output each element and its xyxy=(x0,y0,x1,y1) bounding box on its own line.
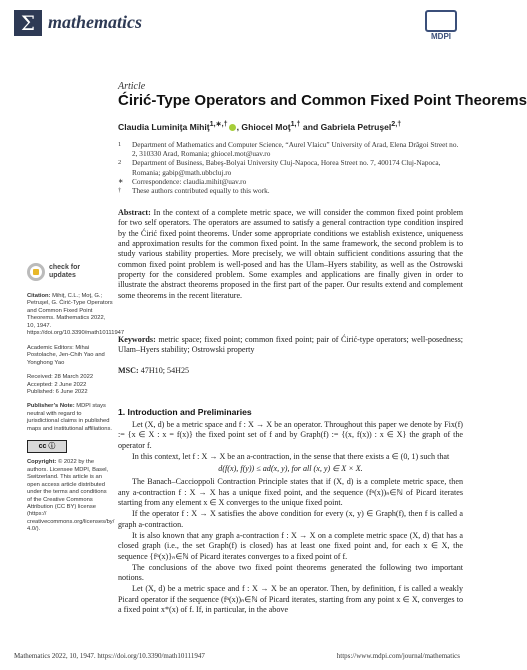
author-list xyxy=(118,119,401,132)
affiliation-mark: 1 xyxy=(118,141,122,148)
mdpi-logo xyxy=(422,10,460,42)
mdpi-logo-frame xyxy=(425,10,457,32)
publisher-note-label: Publisher’s Note: xyxy=(27,403,75,410)
sidebar xyxy=(27,262,125,541)
affiliation-item xyxy=(118,158,463,176)
body-text xyxy=(118,420,463,616)
author-name[interactable]: Gabriela Petruşel xyxy=(320,121,392,132)
publisher-note xyxy=(27,403,113,433)
mdpi-logo-text: MDPI xyxy=(431,32,451,41)
paragraph: If the operator f : X → X satisfies the above condition for every (x, y) ∈ Graph(f), then f is called a graph a-contraction. xyxy=(118,509,463,529)
affiliation-item xyxy=(118,186,463,195)
published-date: Published: 6 June 2022 xyxy=(27,388,88,395)
formula: d(f(x), f(y)) ≤ ad(x, y), for all (x, y) ∈ X × X. xyxy=(218,464,363,474)
affiliation-mark: † xyxy=(118,187,122,195)
footer-journal-link[interactable]: https://www.mdpi.com/journal/mathematics xyxy=(336,652,460,660)
section-heading: 1. Introduction and Preliminaries xyxy=(118,407,252,417)
journal-name: mathematics xyxy=(48,12,142,32)
author-name[interactable]: Claudia Luminiţa Mihiţ xyxy=(118,121,210,132)
abstract-label: Abstract: xyxy=(118,208,151,217)
paragraph: The conclusions of the above two fixed point theorems generated the following two important notions. xyxy=(118,562,463,583)
editors-block: Academic Editors: Mihai Postolache, Jen-Chih Yao and Yonghong Yao xyxy=(27,344,105,366)
received-date: Received: 28 March 2022 xyxy=(27,374,94,381)
author-sup: 1,† xyxy=(290,120,301,128)
paragraph: Let (X, d) be a metric space and f : X → X be an operator. Then, by definition, f is called a weakly Picard operator if the sequence (fⁿ(x))ₙ∈ℕ of Picard iterates, starting from any point x ∈ X, converges to a fixed point x*(x) of f. If, in particular, in the above xyxy=(118,584,463,615)
check-for-updates-button[interactable] xyxy=(27,262,113,284)
affiliation-item xyxy=(118,177,463,186)
affiliation-text: Department of Mathematics and Computer Science, “Aurel Vlaicu” University of Arad, Elena Drăgoi Street no. 2, 310330 Arad, Romania; ghiocel.mot@uav.ro xyxy=(132,140,459,159)
affiliation-text: Department of Business, Babeş-Bolyai University Cluj-Napoca, Horea Street no. 7, 400174 Cluj-Napoca, Romania; gabip@math.ubbcluj.ro xyxy=(132,158,441,177)
copyright-block xyxy=(27,459,113,534)
keywords-label: Keywords: xyxy=(118,335,156,344)
author-separator: , xyxy=(236,121,242,132)
paragraph: It is also known that any graph a-contraction f : X → X on a complete metric space (X, d) that has a closed graph (i.e., the set Graph(f) is closed) has at least one fixed point and, for each x ∈ X, the sequence {fⁿ(x)}ₙ∈ℕ of Picard iterates converges to a fixed point of f. xyxy=(118,530,463,561)
citation-label: Citation: xyxy=(27,293,51,299)
paragraph: The Banach–Caccioppoli Contraction Principle states that if (X, d) is a complete metric space, then any a-contraction f : X → X has a unique fixed point, and the sequence (fⁿ(x))ₙ∈ℕ of Picard iterates starting from any element x ∈ X converges to the unique fixed point. xyxy=(118,477,463,508)
msc xyxy=(118,366,189,375)
publisher-note-text: MDPI stays neutral with regard to jurisdictional claims in published maps and institutional affiliations. xyxy=(27,403,112,432)
article-type: Article xyxy=(118,81,146,92)
check-updates-line2: updates xyxy=(49,272,76,279)
accepted-date: Accepted: 2 June 2022 xyxy=(27,381,87,388)
article-title: Ćirić-Type Operators and Common Fixed Point Theorems xyxy=(118,92,527,109)
check-updates-label xyxy=(49,264,80,280)
paragraph: Let (X, d) be a metric space and f : X → X be an operator. Throughout this paper we denote by Fix(f) := {x ∈ X : x = f(x)} the fixed point set of f and by Graph(f) := {(x, f(x)) : x ∈ X} the graph of the operator f. xyxy=(118,420,463,450)
msc-label: MSC: xyxy=(118,366,139,375)
cc-license-badge[interactable]: cc ⓘ xyxy=(27,440,67,453)
citation-block xyxy=(27,293,125,338)
keywords xyxy=(118,335,463,356)
correspondence-text[interactable]: Correspondence: claudia.mihit@uav.ro xyxy=(132,176,247,186)
author-sup: 1,∗,† xyxy=(209,120,228,128)
author-name[interactable]: Ghiocel Moţ xyxy=(241,121,291,132)
affiliation-mark: 2 xyxy=(118,159,122,167)
journal-logo: Σ xyxy=(14,10,42,36)
affiliation-text: These authors contributed equally to this work. xyxy=(132,186,270,196)
author-separator: and xyxy=(300,121,321,132)
check-updates-line1: check for xyxy=(49,264,81,271)
journal-header xyxy=(14,10,460,41)
abstract-text: In the context of a complete metric space, we will consider the common fixed point problem for two self operators. The operators are assumed to satisfy a general contraction type condition inspired by the Ćirić fixed point theorems. Under some appropriate conditions we establish existence, uniqueness and approximation results for the common fixed point. In the same framework, the second problem is to study various stability properties. More precisely, we will obtain sufficient conditions assuring that the common fixed point problem is well-posed and has the Ulam–Hyers stability, as well as the Ostrowski property for the considered problem. Some examples and applications are finally given in order to illustrate the abstract theorems proposed in the first part of the paper. Our results extend and complement some theorems in the recent literature. xyxy=(118,208,463,300)
check-updates-icon-mark xyxy=(33,269,39,275)
footer-citation[interactable]: Mathematics 2022, 10, 1947. https://doi.org/10.3390/math10111947 xyxy=(14,652,205,660)
author-sup: 2,† xyxy=(391,120,402,128)
paragraph: In this context, let f : X → X be an a-contraction, in the sense that there exists a ∈ (0, 1) such that xyxy=(132,451,450,461)
orcid-icon[interactable] xyxy=(229,124,236,131)
affiliations xyxy=(118,140,463,195)
affiliation-item xyxy=(118,140,463,158)
copyright-text: © 2022 by the authors. Licensee MDPI, Basel, Switzerland. This article is an open access article distributed under the terms and conditions of the Creative Commons Attribution (CC BY) license (https:// creativecommons.org/licenses/by/ 4.0/). xyxy=(27,459,115,533)
citation-text: Mihiţ, C.L.; Moţ, G.; Petruşel, G. Ćirić-Type Operators and Common Fixed Point Theorems. Mathematics 2022, 10, 1947. https://doi.org/10.3390/math10111947 xyxy=(27,293,125,337)
keywords-text: metric space; fixed point; common fixed point; pair of Ćirić-type operators; well-posedness; Ulam–Hyers stability; Ostrowski property xyxy=(118,335,464,355)
page-footer xyxy=(14,652,460,660)
dates-block xyxy=(27,374,113,396)
msc-text: 47H10; 54H25 xyxy=(140,366,190,375)
copyright-label: Copyright: xyxy=(27,459,57,466)
abstract xyxy=(118,208,463,301)
affiliation-mark: ∗ xyxy=(118,177,124,185)
